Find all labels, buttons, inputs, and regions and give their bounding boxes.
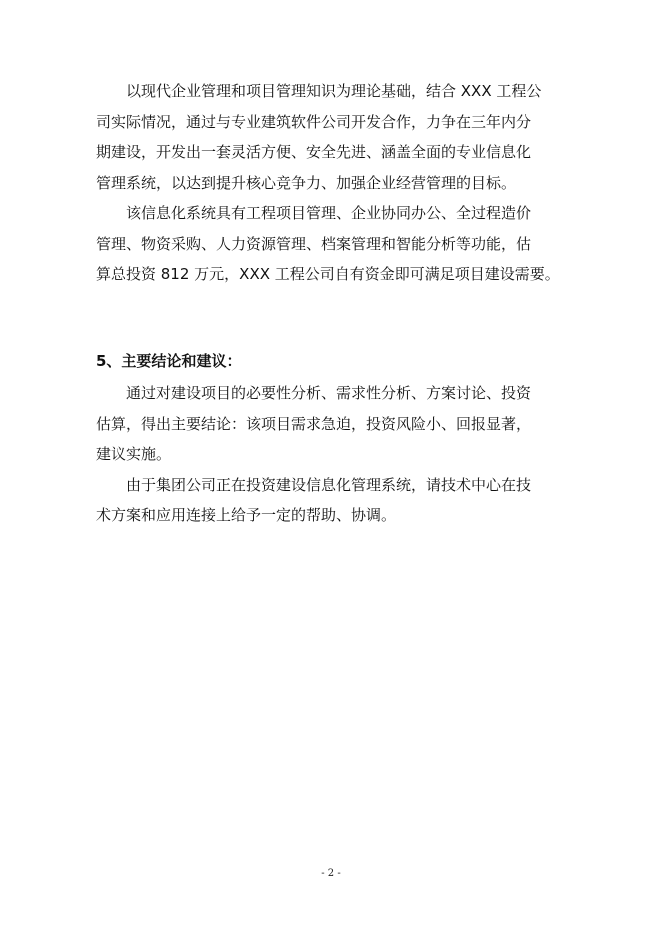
- paragraph-line: 该信息化系统具有工程项目管理、企业协同办公、全过程造价: [126, 204, 532, 222]
- paragraph-system-functions: [96, 198, 566, 290]
- paragraph-project-goal: [96, 76, 566, 198]
- section-heading-conclusions: 5、主要结论和建议：: [96, 352, 242, 370]
- paragraph-line: 术方案和应用连接上给予一定的帮助、协调。: [96, 506, 397, 524]
- paragraph-line: 建议实施。: [96, 445, 172, 463]
- paragraph-line: 由于集团公司正在投资建设信息化管理系统，请技术中心在技: [126, 475, 532, 494]
- paragraph-line: 司实际情况，通过与专业建筑软件公司开发合作，力争在三年内分: [96, 112, 532, 131]
- paragraph-suggestion: [96, 470, 566, 531]
- paragraph-line: 以现代企业管理和项目管理知识为理论基础，结合 XXX 工程公: [126, 82, 542, 100]
- page-number: - 2 -: [321, 868, 341, 879]
- paragraph-conclusion: [96, 378, 566, 470]
- paragraph-line: 期建设，开发出一套灵活方便、安全先进、涵盖全面的专业信息化: [96, 143, 532, 161]
- conclusions-section: [96, 378, 566, 531]
- paragraph-line: 管理系统，以达到提升核心竞争力、加强企业经营管理的目标。: [96, 173, 517, 192]
- intro-section: [96, 76, 566, 290]
- paragraph-line: 估算，得出主要结论：该项目需求急迫，投资风险小、回报显著，: [96, 414, 532, 433]
- paragraph-line: 通过对建设项目的必要性分析、需求性分析、方案讨论、投资: [126, 384, 532, 402]
- paragraph-line: 管理、物资采购、人力资源管理、档案管理和智能分析等功能，估: [96, 234, 532, 253]
- paragraph-line: 算总投资 812 万元，XXX 工程公司自有资金即可满足项目建设需要。: [96, 265, 560, 283]
